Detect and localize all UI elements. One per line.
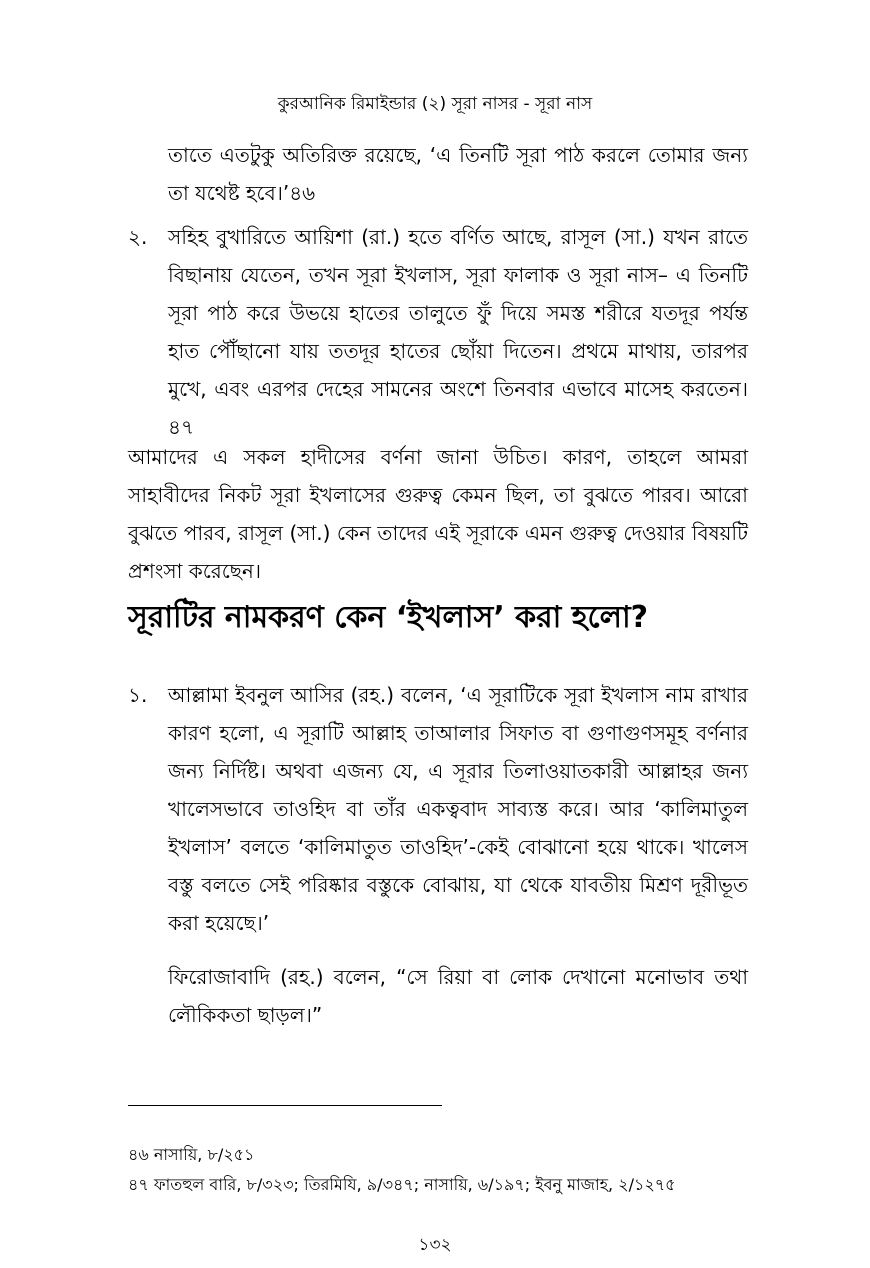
footnote-47: ৪৭ ফাতহুল বারি, ৮/৩২৩; তিরমিযি, ৯/৩৪৭; নাসায়ি, ৬/১৯৭; ইবনু মাজাহ, ২/১২৭৫ (128, 1175, 676, 1194)
footnotes (128, 1140, 748, 1200)
quote-paragraph: ফিরোজাবাদি (রহ.) বলেন, “সে রিয়া বা লোক দেখানো মনোভাব তথা লৌকিকতা ছাড়ল।” (168, 965, 748, 1027)
list-item-text: সহিহ বুখারিতে আয়িশা (রা.) হতে বর্ণিত আছে, রাসূল (সা.) যখন রাতে বিছানায় যেতেন, তখন সূরা ইখলাস, সূরা ফালাক ও সূরা নাস– এ তিনটি সূরা পাঠ করে উভয়ে হাতের তালুতে ফুঁ দিয়ে সমস্ত শরীরে যতদূর পর্যন্ত হাত পৌঁছানো যায় ততদূর হাতের ছোঁয়া দিতেন। প্রথমে মাথায়, তারপর মুখে, এবং এরপর দেহের সামনের অংশে তিনবার এভাবে মাসেহ করতেন।৪৭ (168, 225, 748, 439)
footnote-46: ৪৬ নাসায়ি, ৮/২৫১ (128, 1145, 255, 1164)
continuation-paragraph: তাতে এতটুকু অতিরিক্ত রয়েছে, ‘এ তিনটি সূরা পাঠ করলে তোমার জন্য তা যথেষ্ট হবে।’৪৬ (168, 143, 748, 205)
list-number: ২. (128, 225, 148, 249)
list-item-text: আল্লামা ইবনুল আসির (রহ.) বলেন, ‘এ সূরাটিকে সূরা ইখলাস নাম রাখার কারণ হলো, এ সূরাটি আল্লাহ তাআলার সিফাত বা গুণাগুণসমূহ বর্ণনার জন্য নির্দিষ্ট। অথবা এজন্য যে, এ সূরার তিলাওয়াতকারী আল্লাহর জন্য খালেসভাবে তাওহিদ বা তাঁর একত্ববাদ সাব্যস্ত করে। আর ‘কালিমাতুল ইখলাস’ বলতে ‘কালিমাতুত তাওহিদ’-কেই বোঝানো হয়ে থাকে। খালেস বস্তু বলতে সেই পরিষ্কার বস্তুকে বোঝায়, যা থেকে যাবতীয় মিশ্রণ দূরীভূত করা হয়েছে।’ (168, 683, 748, 935)
running-header: কুরআনিক রিমাইন্ডার (২) সূরা নাসর - সূরা নাস (277, 94, 593, 114)
footnote-divider (128, 1105, 442, 1106)
list-number: ১. (128, 683, 148, 707)
body-paragraph: আমাদের এ সকল হাদীসের বর্ণনা জানা উচিত। কারণ, তাহলে আমরা সাহাবীদের নিকট সূরা ইখলাসের গুরুত্ব কেমন ছিল, তা বুঝতে পারব। আরো বুঝতে পারব, রাসূল (সা.) কেন তাদের এই সূরাকে এমন গুরুত্ব দেওয়ার বিষয়টি প্রশংসা করেছেন। (128, 445, 748, 583)
page-number: ১৩২ (418, 1235, 452, 1255)
section-heading: সূরাটির নামকরণ কেন ‘ইখলাস’ করা হলো? (128, 600, 649, 635)
